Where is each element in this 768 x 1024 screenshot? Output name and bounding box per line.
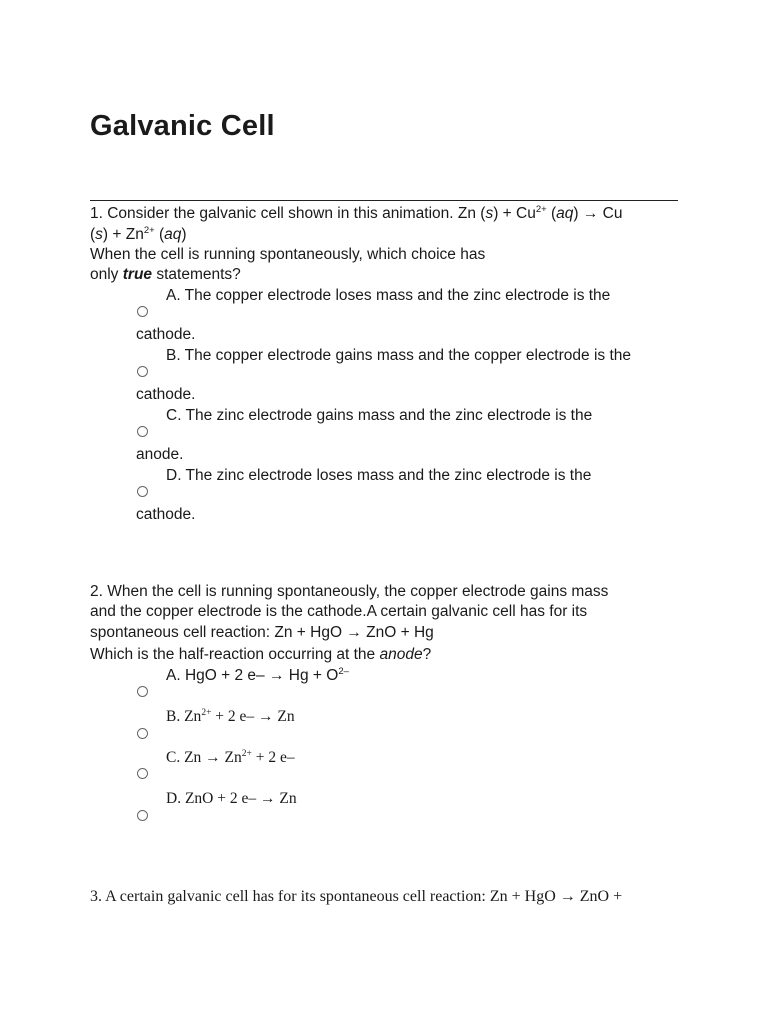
- q1-option-b-text: B. The copper electrode gains mass and the copper electrode is the: [166, 347, 631, 364]
- q1-line1: 1. Consider the galvanic cell shown in this animation. Zn $(s) + Cu^{2+}$ (aq) → Cu: [90, 204, 623, 222]
- q1-option-c-text: C. The zinc electrode gains mass and the zinc electrode is the: [166, 407, 593, 424]
- q1-line3: When the cell is running spontaneously, which choice has: [90, 246, 486, 263]
- q2-line1: 2. When the cell is running spontaneously, the copper electrode gains mass: [90, 583, 609, 600]
- q1-option-c-radio[interactable]: [137, 426, 148, 437]
- q2-option-a-radio[interactable]: [137, 686, 148, 697]
- q2-option-d-radio[interactable]: [137, 810, 148, 821]
- q1-option-d-text: D. The zinc electrode loses mass and the zinc electrode is the: [166, 467, 592, 484]
- q1-line4: only true statements?: [90, 266, 241, 283]
- q2-option-b-radio[interactable]: [137, 728, 148, 739]
- q1-option-a-cont: cathode.: [136, 326, 196, 343]
- q2-line4: Which is the half-reaction occurring at the anode?: [90, 646, 432, 663]
- page-title: Galvanic Cell: [90, 110, 275, 142]
- q2-option-c-radio[interactable]: [137, 768, 148, 779]
- q2-line3: spontaneous cell reaction: Zn + HgO → ZnO + Hg: [90, 624, 434, 641]
- q2-line2: and the copper electrode is the cathode.A certain galvanic cell has for its: [90, 603, 588, 620]
- q2-option-a-text: A. HgO + 2 $e- \to Hg + O^{2-}$: [166, 666, 349, 684]
- q2-option-c-text: C. $Zn \to Zn^{2+} + 2$ e–: [166, 749, 295, 766]
- q2-option-b-text: B. $Zn^{2+} + 2$ e– → Zn: [166, 708, 295, 725]
- q1-option-c-cont: anode.: [136, 446, 184, 463]
- q2-option-d-text: D. ZnO + 2 e– → Zn: [166, 790, 297, 807]
- q1-option-d-cont: cathode.: [136, 506, 196, 523]
- q3-line1: 3. A certain galvanic cell has for its spontaneous cell reaction: Zn + HgO → ZnO +: [90, 888, 623, 905]
- q1-line2: $(s) + Zn^{2+}$ (aq): [90, 225, 187, 243]
- q1-option-a-radio[interactable]: [137, 306, 148, 317]
- q1-option-b-cont: cathode.: [136, 386, 196, 403]
- q1-option-a-text: A. The copper electrode loses mass and the zinc electrode is the: [166, 287, 611, 304]
- q1-option-d-radio[interactable]: [137, 486, 148, 497]
- title-divider: [90, 200, 678, 201]
- q1-option-b-radio[interactable]: [137, 366, 148, 377]
